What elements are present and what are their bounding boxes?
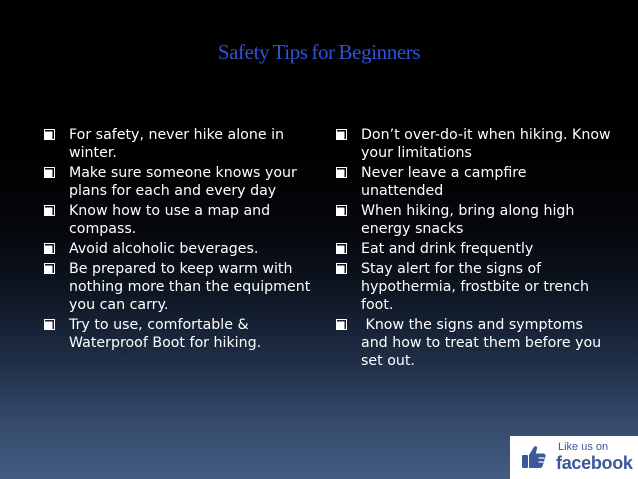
tip-item bbox=[336, 240, 611, 258]
facebook-badge-caption: Like us on bbox=[558, 441, 609, 453]
tip-item bbox=[336, 202, 611, 238]
facebook-wordmark: facebook bbox=[556, 453, 633, 473]
tip-text: Never leave a campfire unattended bbox=[361, 165, 527, 199]
tip-item bbox=[44, 316, 324, 352]
square-bullet-icon bbox=[336, 167, 349, 179]
tip-item bbox=[336, 316, 611, 370]
square-bullet-icon bbox=[44, 167, 57, 179]
tip-item bbox=[336, 126, 611, 162]
thumbs-up-icon bbox=[520, 443, 548, 471]
tip-text: Don’t over-do-it when hiking. Know your limitations bbox=[361, 127, 611, 161]
square-bullet-icon bbox=[44, 263, 57, 275]
tip-text: Avoid alcoholic beverages. bbox=[69, 241, 259, 257]
tip-item bbox=[44, 240, 324, 258]
tip-text: Eat and drink frequently bbox=[361, 241, 534, 257]
square-bullet-icon bbox=[336, 263, 349, 275]
right-tip-list bbox=[336, 126, 611, 372]
tip-text: Be prepared to keep warm with nothing more than the equipment you can carry. bbox=[69, 261, 311, 313]
tip-text: Know the signs and symptoms and how to treat them before you set out. bbox=[361, 317, 606, 369]
tip-text: Stay alert for the signs of hypothermia, frostbite or trench foot. bbox=[361, 261, 589, 313]
square-bullet-icon bbox=[44, 205, 57, 217]
tip-text: For safety, never hike alone in winter. bbox=[69, 127, 285, 161]
tip-text: Know how to use a map and compass. bbox=[69, 203, 271, 237]
square-bullet-icon bbox=[44, 129, 57, 141]
tip-item bbox=[44, 126, 324, 162]
square-bullet-icon bbox=[44, 243, 57, 255]
tip-text: Make sure someone knows your plans for each and every day bbox=[69, 165, 297, 199]
tip-item bbox=[44, 202, 324, 238]
facebook-like-badge[interactable] bbox=[510, 436, 638, 479]
tip-text: When hiking, bring along high energy snacks bbox=[361, 203, 575, 237]
square-bullet-icon bbox=[44, 319, 57, 331]
tip-item bbox=[336, 164, 611, 200]
tip-item bbox=[44, 164, 324, 200]
square-bullet-icon bbox=[336, 205, 349, 217]
tip-item bbox=[44, 260, 324, 314]
slide-title: Safety Tips for Beginners bbox=[217, 40, 421, 64]
square-bullet-icon bbox=[336, 319, 349, 331]
tip-text: Try to use, comfortable & Waterproof Boot for hiking. bbox=[69, 317, 262, 351]
square-bullet-icon bbox=[336, 243, 349, 255]
left-tip-list bbox=[44, 126, 324, 354]
square-bullet-icon bbox=[336, 129, 349, 141]
tip-item bbox=[336, 260, 611, 314]
